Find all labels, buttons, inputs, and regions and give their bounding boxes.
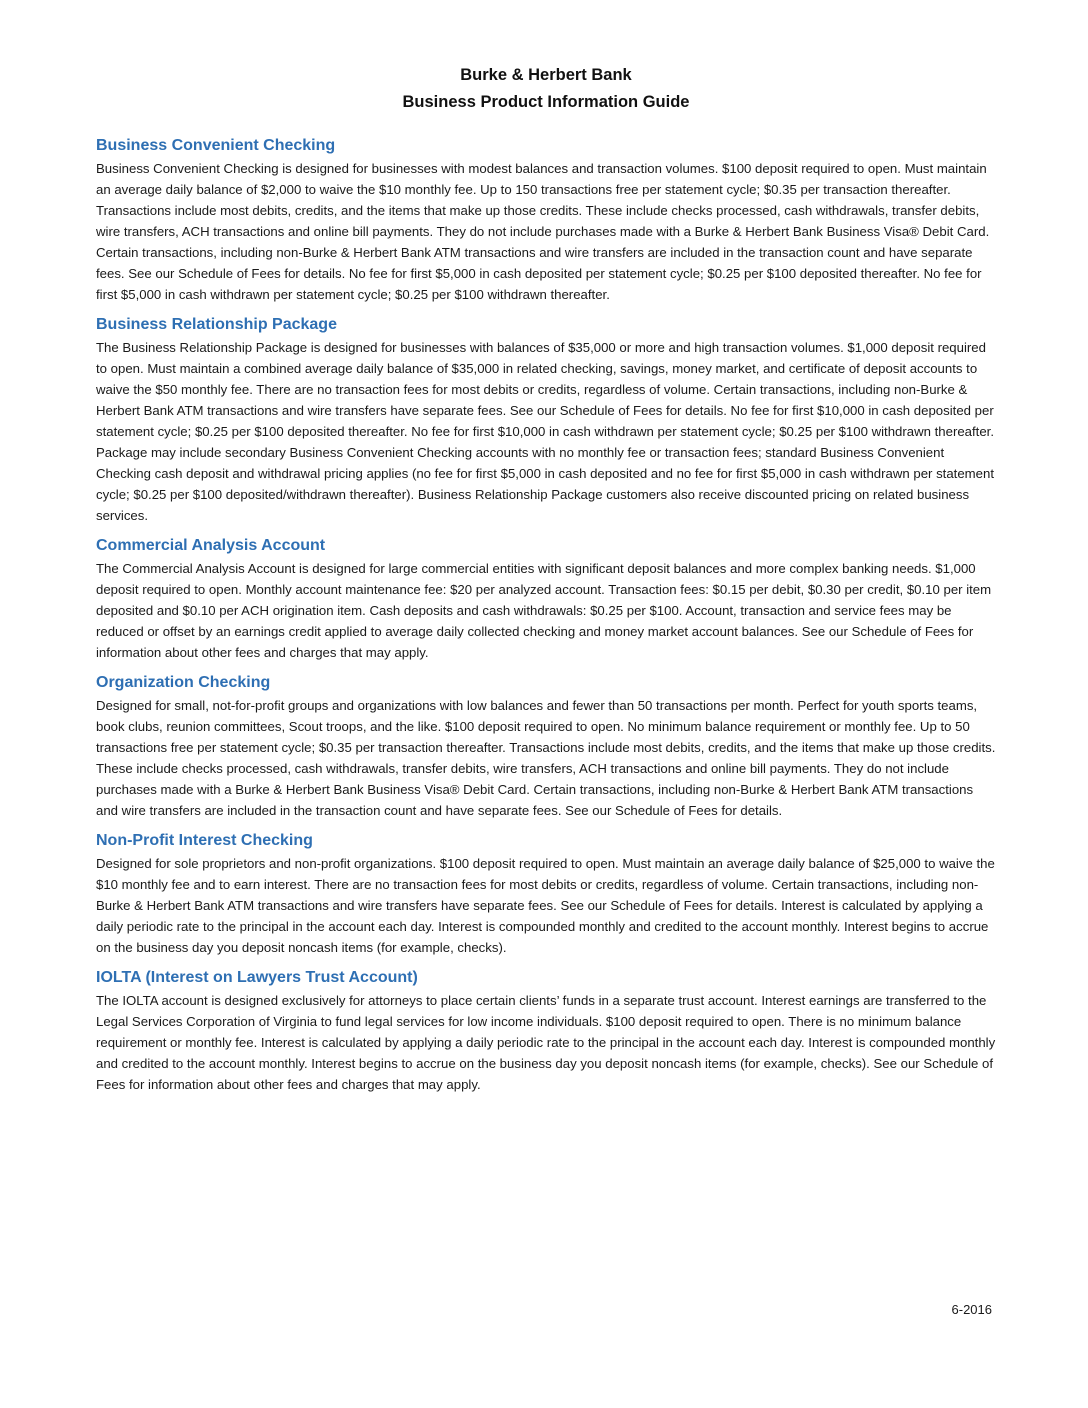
section-body: Designed for sole proprietors and non-profit organizations. $100 deposit required to open. Must maintain an average daily balance of $25,000 to waive the $10 monthly fee and to earn interest. There are no transaction fees for most debits or credits, regardless of volume. Certain transactions, including non-Burke & Herbert Bank ATM transactions and wire transfers have separate fees. See our Schedule of Fees for details. Interest is calculated by applying a daily periodic rate to the principal in the account each day. Interest is compounded monthly and credited to the account monthly. Interest begins to accrue on the business day you deposit noncash items (for example, checks). (96, 856, 995, 955)
title-line-bank-name: Burke & Herbert Bank (460, 66, 632, 84)
section-body: The IOLTA account is designed exclusively for attorneys to place certain clients’ funds in a separate trust account. Interest earnings are transferred to the Legal Services Corporation of Virginia to fund legal services for low income individuals. $100 deposit required to open. There is no minimum balance requirement or monthly fee. Interest is calculated by applying a daily periodic rate to the principal in the account each day. Interest is compounded monthly and credited to the account monthly. Interest begins to accrue on the business day you deposit noncash items (for example, checks). See our Schedule of Fees for information about other fees and charges that may apply. (96, 993, 996, 1092)
section-business-relationship-package (96, 315, 996, 526)
section-heading: Business Convenient Checking (96, 137, 336, 154)
section-heading: Organization Checking (96, 674, 271, 691)
section-iolta (96, 968, 996, 1095)
section-body: The Commercial Analysis Account is designed for large commercial entities with significant deposit balances and more complex banking needs. $1,000 deposit required to open. Monthly account maintenance fee: $20 per analyzed account. Transaction fees: $0.15 per debit, $0.30 per credit, $0.10 per item deposited and $0.10 per ACH origination item. Cash deposits and cash withdrawals: $0.25 per $100. Account, transaction and service fees may be reduced or offset by an earnings credit applied to average daily collected checking and money market account balances. See our Schedule of Fees for information about other fees and charges that may apply. (96, 561, 992, 660)
revision-date: 6-2016 (951, 1302, 992, 1317)
section-organization-checking (96, 673, 996, 821)
section-heading: Commercial Analysis Account (96, 537, 326, 554)
section-non-profit-interest-checking (96, 831, 996, 958)
document-title (96, 62, 996, 116)
section-heading: Business Relationship Package (96, 316, 337, 333)
document-page (96, 62, 996, 1095)
section-heading: IOLTA (Interest on Lawyers Trust Account) (96, 969, 418, 986)
section-body: Business Convenient Checking is designed for businesses with modest balances and transaction volumes. $100 deposit required to open. Must maintain an average daily balance of $2,000 to waive the $10 monthly fee. Up to 150 transactions free per statement cycle; $0.35 per transaction thereafter. Transactions include most debits, credits, and the items that make up those credits. These include checks processed, cash withdrawals, transfer debits, wire transfers, ACH transactions and online bill payments. They do not include purchases made with a Burke & Herbert Bank Business Visa® Debit Card. Certain transactions, including non-Burke & Herbert Bank ATM transactions and wire transfers are included in the transaction count and have separate fees. See our Schedule of Fees for details. No fee for first $5,000 in cash deposited per statement cycle; $0.25 per $100 deposited thereafter. No fee for first $5,000 in cash withdrawn per statement cycle; $0.25 per $100 withdrawn thereafter. (96, 161, 990, 302)
section-body: The Business Relationship Package is designed for businesses with balances of $35,000 or more and high transaction volumes. $1,000 deposit required to open. Must maintain a combined average daily balance of $35,000 in related checking, savings, money market, and certificate of deposit accounts to waive the $50 monthly fee. There are no transaction fees for most debits or credits, regardless of volume. Certain transactions, including non-Burke & Herbert Bank ATM transactions and wire transfers have separate fees. See our Schedule of Fees for details. No fee for first $10,000 in cash deposited per statement cycle; $0.25 per $100 deposited thereafter. No fee for first $10,000 in cash withdrawn per statement cycle; $0.25 per $100 withdrawn thereafter. Package may include secondary Business Convenient Checking accounts with no monthly fee or transaction fees; standard Business Convenient Checking cash deposit and withdrawal pricing applies (no fee for first $5,000 in cash deposited and no fee for first $5,000 in cash withdrawn per statement cycle; $0.25 per $100 deposited/withdrawn thereafter). Business Relationship Package customers also receive discounted pricing on related business services. (96, 340, 995, 523)
section-business-convenient-checking (96, 136, 996, 305)
section-commercial-analysis-account (96, 536, 996, 663)
section-heading: Non-Profit Interest Checking (96, 832, 313, 849)
section-body: Designed for small, not-for-profit groups and organizations with low balances and fewer than 50 transactions per month. Perfect for youth sports teams, book clubs, reunion committees, Scout troops, and the like. $100 deposit required to open. No minimum balance requirement or monthly fee. Up to 50 transactions free per statement cycle; $0.35 per transaction thereafter. Transactions include most debits, credits, and the items that make up those credits. These include checks processed, cash withdrawals, transfer debits, wire transfers, ACH transactions and online bill payments. They do not include purchases made with a Burke & Herbert Bank Business Visa® Debit Card. Certain transactions, including non-Burke & Herbert Bank ATM transactions and wire transfers are included in the transaction count and have separate fees. See our Schedule of Fees for details. (96, 698, 996, 818)
title-line-guide-name: Business Product Information Guide (402, 93, 690, 111)
